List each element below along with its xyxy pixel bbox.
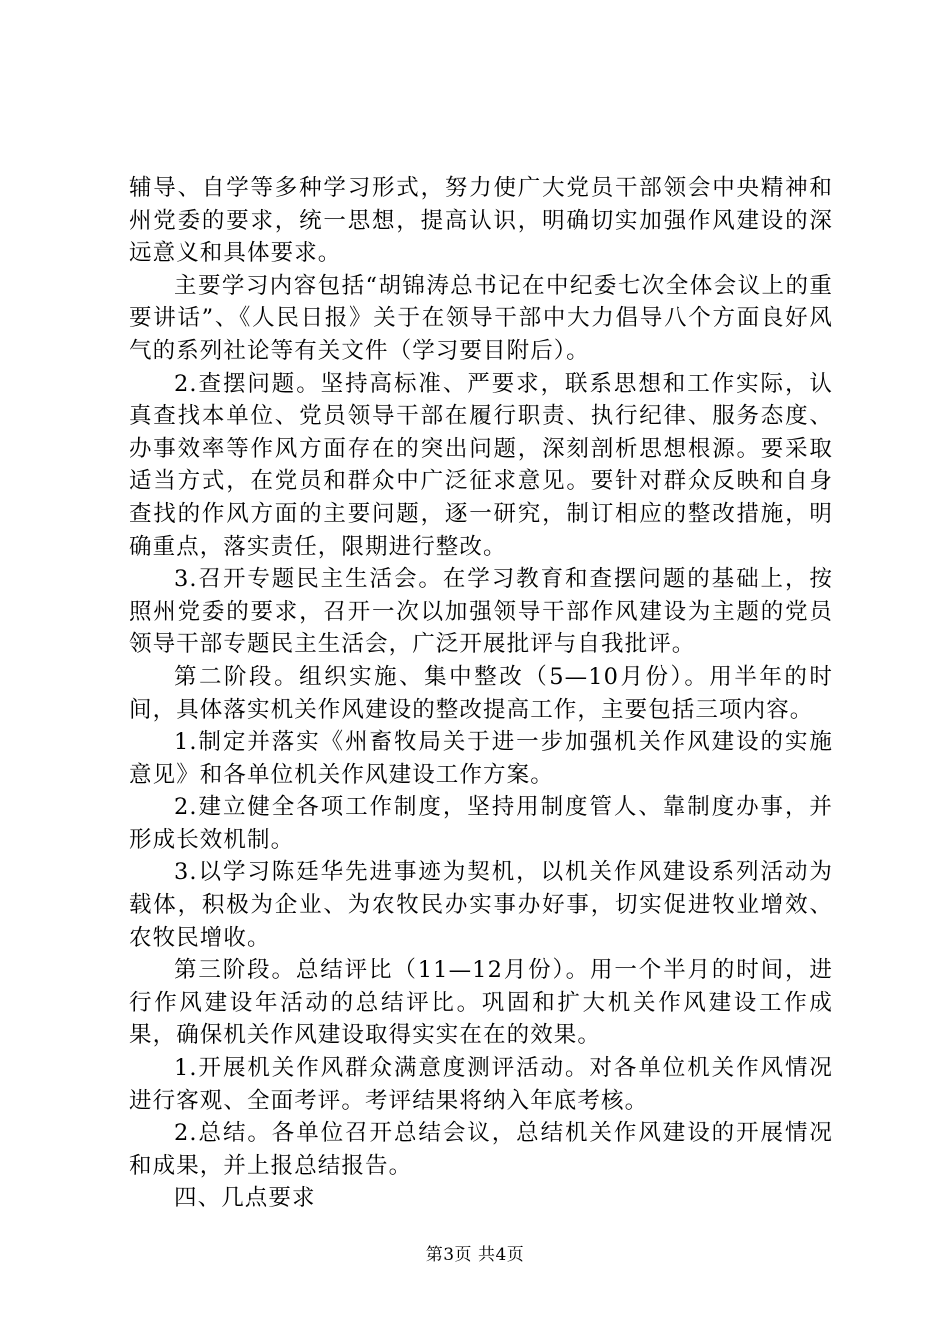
section-heading: 四、几点要求 (174, 1185, 316, 1212)
paragraph: 1.开展机关作风群众满意度测评活动。对各单位机关作风情况进行客观、全面考评。考评结果将纳入年底考核。 (129, 1055, 833, 1114)
paragraph: 第二阶段。组织实施、集中整改（5—10月份）。用半年的时间，具体落实机关作风建设的整改提高工作，主要包括三项内容。 (129, 663, 833, 723)
paragraph: 主要学习内容包括“胡锦涛总书记在中纪委七次全体会议上的重要讲话”、《人民日报》关于在领导干部中大力倡导八个方面良好风气的系列社论等有关文件（学习要目附后）。 (129, 272, 833, 364)
paragraph: 2.建立健全各项工作制度，坚持用制度管人、靠制度办事，并形成长效机制。 (129, 794, 833, 853)
paragraph: 第三阶段。总结评比（11—12月份）。用一个半月的时间，进行作风建设年活动的总结评比。巩固和扩大机关作风建设工作成果，确保机关作风建设取得实实在在的效果。 (129, 957, 833, 1049)
paragraph: 辅导、自学等多种学习形式，努力使广大党员干部领会中央精神和州党委的要求，统一思想，提高认识，明确切实加强作风建设的深远意义和具体要求。 (129, 175, 833, 267)
paragraph: 3.以学习陈廷华先进事迹为契机，以机关作风建设系列活动为载体，积极为企业、为农牧民办实事办好事，切实促进牧业增效、农牧民增收。 (129, 859, 833, 951)
paragraph: 2.总结。各单位召开总结会议，总结机关作风建设的开展情况和成果，并上报总结报告。 (129, 1120, 833, 1179)
page-number: 第3页 共4页 (425, 1245, 525, 1265)
paragraph: 1.制定并落实《州畜牧局关于进一步加强机关作风建设的实施意见》和各单位机关作风建设工作方案。 (129, 729, 833, 788)
paragraph: 3.召开专题民主生活会。在学习教育和查摆问题的基础上，按照州党委的要求，召开一次以加强领导干部作风建设为主题的党员领导干部专题民主生活会，广泛开展批评与自我批评。 (129, 566, 833, 658)
document-body (129, 172, 833, 1215)
paragraph: 2.查摆问题。坚持高标准、严要求，联系思想和工作实际，认真查找本单位、党员领导干部在履行职责、执行纪律、服务态度、办事效率等作风方面存在的突出问题，深刻剖析思想根源。要采取适当方式，在党员和群众中广泛征求意见。要针对群众反映和自身查找的作风方面的主要问题，逐一研究，制订相应的整改措施，明确重点，落实责任，限期进行整改。 (129, 370, 833, 560)
